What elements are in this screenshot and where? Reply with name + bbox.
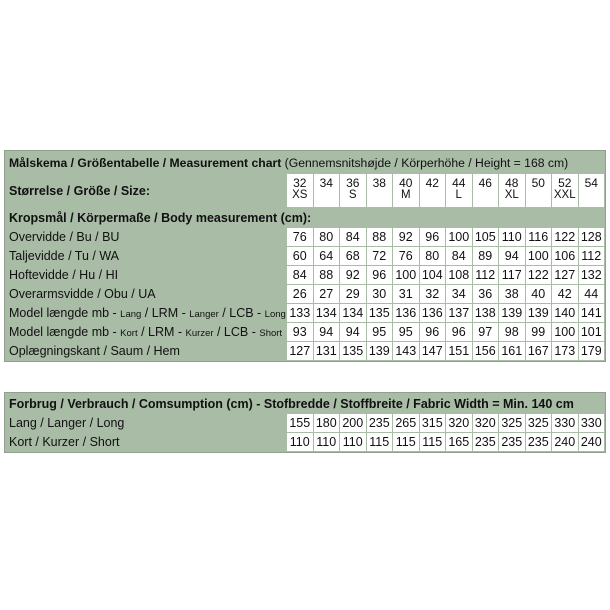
- row-label: Taljevidde / Tu / WA: [6, 247, 286, 265]
- value-cell: 135: [367, 304, 393, 322]
- measurement-row: [6, 342, 604, 360]
- value-cell: 99: [526, 323, 552, 341]
- body-measurement-heading-row: [6, 208, 604, 227]
- size-cell: [367, 174, 393, 207]
- measurement-row: [6, 285, 604, 303]
- row-label-part: Model længde mb -: [9, 325, 121, 339]
- consumption-title-row: [6, 394, 604, 413]
- value-cell: 88: [367, 228, 393, 246]
- size-cell: [393, 174, 419, 207]
- value-cell: 235: [499, 433, 525, 451]
- value-cell: 132: [579, 266, 605, 284]
- value-cell: 94: [314, 323, 340, 341]
- value-cell: 105: [473, 228, 499, 246]
- size-number: 40: [399, 176, 413, 190]
- value-cell: 139: [367, 342, 393, 360]
- row-label: [6, 304, 286, 322]
- row-label-part: Kort: [120, 328, 138, 339]
- value-cell: 108: [446, 266, 472, 284]
- value-cell: 97: [473, 323, 499, 341]
- value-cell: 136: [393, 304, 419, 322]
- row-label-part: Kurzer: [185, 328, 214, 339]
- value-cell: 127: [287, 342, 313, 360]
- chart-title-row: [6, 152, 604, 173]
- value-cell: 128: [579, 228, 605, 246]
- row-label: Overvidde / Bu / BU: [6, 228, 286, 246]
- size-letter: XXL: [553, 189, 576, 201]
- value-cell: 104: [420, 266, 446, 284]
- value-cell: 76: [393, 247, 419, 265]
- consumption-table: [5, 393, 605, 452]
- value-cell: 64: [314, 247, 340, 265]
- size-cell: [526, 174, 552, 207]
- value-cell: 42: [552, 285, 578, 303]
- row-label-part: / LCB -: [218, 306, 265, 320]
- value-cell: 127: [552, 266, 578, 284]
- value-cell: 80: [314, 228, 340, 246]
- size-label: Størrelse / Größe / Size:: [6, 174, 286, 207]
- value-cell: 167: [526, 342, 552, 360]
- value-cell: 112: [579, 247, 605, 265]
- chart-title-height: (Gennemsnitshøjde / Körperhöhe / Height = 168 cm): [281, 155, 569, 170]
- value-cell: 320: [446, 414, 472, 432]
- value-cell: 139: [526, 304, 552, 322]
- value-cell: 320: [473, 414, 499, 432]
- value-cell: 135: [340, 342, 366, 360]
- size-number: 32: [293, 176, 307, 190]
- size-number: 54: [584, 176, 598, 190]
- value-cell: 200: [340, 414, 366, 432]
- value-cell: 143: [393, 342, 419, 360]
- value-cell: 112: [473, 266, 499, 284]
- value-cell: 115: [420, 433, 446, 451]
- size-letter: S: [348, 189, 357, 201]
- row-label-part: Langer: [189, 309, 219, 320]
- value-cell: 84: [340, 228, 366, 246]
- value-cell: 30: [367, 285, 393, 303]
- row-label: Oplægningskant / Saum / Hem: [6, 342, 286, 360]
- value-cell: 101: [579, 323, 605, 341]
- value-cell: 325: [499, 414, 525, 432]
- row-label: Hoftevidde / Hu / HI: [6, 266, 286, 284]
- value-cell: 38: [499, 285, 525, 303]
- value-cell: 72: [367, 247, 393, 265]
- value-cell: 95: [367, 323, 393, 341]
- value-cell: 133: [287, 304, 313, 322]
- value-cell: 93: [287, 323, 313, 341]
- value-cell: 100: [446, 228, 472, 246]
- body-measurement-heading: Kropsmål / Körpermaße / Body measurement (cm):: [6, 208, 604, 227]
- value-cell: 92: [393, 228, 419, 246]
- value-cell: 151: [446, 342, 472, 360]
- value-cell: 134: [314, 304, 340, 322]
- chart-title: [6, 152, 604, 173]
- value-cell: 76: [287, 228, 313, 246]
- value-cell: 235: [367, 414, 393, 432]
- size-cell: [314, 174, 340, 207]
- size-number: 44: [452, 176, 466, 190]
- size-letter: XL: [504, 189, 519, 201]
- size-cell: [499, 174, 525, 207]
- value-cell: 122: [526, 266, 552, 284]
- size-letter: L: [455, 189, 462, 201]
- size-number: 46: [478, 176, 492, 190]
- value-cell: 60: [287, 247, 313, 265]
- value-cell: 115: [367, 433, 393, 451]
- value-cell: 116: [526, 228, 552, 246]
- measurement-row: [6, 414, 604, 432]
- measurement-row: [6, 266, 604, 284]
- value-cell: 26: [287, 285, 313, 303]
- size-letter: XS: [292, 189, 308, 201]
- value-cell: 84: [446, 247, 472, 265]
- size-number: 34: [319, 176, 333, 190]
- value-cell: 117: [499, 266, 525, 284]
- value-cell: 110: [340, 433, 366, 451]
- value-cell: 40: [526, 285, 552, 303]
- row-label-part: / LRM -: [137, 325, 186, 339]
- size-cell: [473, 174, 499, 207]
- value-cell: 173: [552, 342, 578, 360]
- value-cell: 147: [420, 342, 446, 360]
- value-cell: 115: [393, 433, 419, 451]
- value-cell: 89: [473, 247, 499, 265]
- size-cell: [552, 174, 578, 207]
- size-cell: [446, 174, 472, 207]
- value-cell: 106: [552, 247, 578, 265]
- row-label-part: Model længde mb -: [9, 306, 121, 320]
- value-cell: 136: [420, 304, 446, 322]
- value-cell: 325: [526, 414, 552, 432]
- value-cell: 240: [552, 433, 578, 451]
- value-cell: 27: [314, 285, 340, 303]
- value-cell: 131: [314, 342, 340, 360]
- value-cell: 44: [579, 285, 605, 303]
- value-cell: 140: [552, 304, 578, 322]
- value-cell: 94: [499, 247, 525, 265]
- value-cell: 92: [340, 266, 366, 284]
- value-cell: 95: [393, 323, 419, 341]
- value-cell: 68: [340, 247, 366, 265]
- size-number: 48: [505, 176, 519, 190]
- measurement-chart: [4, 150, 606, 362]
- value-cell: 155: [287, 414, 313, 432]
- value-cell: 110: [499, 228, 525, 246]
- value-cell: 32: [420, 285, 446, 303]
- value-cell: 96: [367, 266, 393, 284]
- value-cell: 156: [473, 342, 499, 360]
- value-cell: 122: [552, 228, 578, 246]
- value-cell: 88: [314, 266, 340, 284]
- size-cell: [287, 174, 313, 207]
- value-cell: 100: [552, 323, 578, 341]
- size-number: 52: [558, 176, 572, 190]
- measurement-row: [6, 247, 604, 265]
- value-cell: 98: [499, 323, 525, 341]
- value-cell: 36: [473, 285, 499, 303]
- value-cell: 138: [473, 304, 499, 322]
- row-label-part: Lang: [120, 309, 142, 320]
- value-cell: 110: [314, 433, 340, 451]
- value-cell: 179: [579, 342, 605, 360]
- value-cell: 96: [420, 228, 446, 246]
- row-label: Overarmsvidde / Obu / UA: [6, 285, 286, 303]
- row-label-part: / LRM -: [141, 306, 190, 320]
- consumption-title: Forbrug / Verbrauch / Comsumption (cm) - Stofbredde / Stoffbreite / Fabric Width = Min. 140 cm: [6, 394, 604, 413]
- size-number: 42: [425, 176, 439, 190]
- value-cell: 84: [287, 266, 313, 284]
- row-label-part: Short: [259, 328, 283, 339]
- value-cell: 29: [340, 285, 366, 303]
- size-number: 36: [346, 176, 360, 190]
- measurement-row: [6, 433, 604, 451]
- value-cell: 96: [420, 323, 446, 341]
- value-cell: 330: [552, 414, 578, 432]
- value-cell: 315: [420, 414, 446, 432]
- size-cell: [420, 174, 446, 207]
- value-cell: 180: [314, 414, 340, 432]
- row-label: [6, 323, 286, 341]
- value-cell: 100: [526, 247, 552, 265]
- value-cell: 141: [579, 304, 605, 322]
- value-cell: 100: [393, 266, 419, 284]
- measurement-row: [6, 304, 604, 322]
- measurement-table: [5, 151, 605, 361]
- row-label: Kort / Kurzer / Short: [6, 433, 286, 451]
- value-cell: 240: [579, 433, 605, 451]
- value-cell: 139: [499, 304, 525, 322]
- value-cell: 96: [446, 323, 472, 341]
- row-label: Lang / Langer / Long: [6, 414, 286, 432]
- value-cell: 330: [579, 414, 605, 432]
- size-number: 50: [531, 176, 545, 190]
- value-cell: 31: [393, 285, 419, 303]
- value-cell: 110: [287, 433, 313, 451]
- value-cell: 94: [340, 323, 366, 341]
- row-label-part: Long: [264, 309, 286, 320]
- chart-title-bold: Målskema / Größentabelle / Measurement chart: [9, 155, 282, 170]
- value-cell: 137: [446, 304, 472, 322]
- value-cell: 34: [446, 285, 472, 303]
- measurement-row: [6, 228, 604, 246]
- row-label-part: / LCB -: [213, 325, 260, 339]
- value-cell: 165: [446, 433, 472, 451]
- value-cell: 80: [420, 247, 446, 265]
- value-cell: 235: [526, 433, 552, 451]
- value-cell: 235: [473, 433, 499, 451]
- measurement-row: [6, 323, 604, 341]
- size-cell: [579, 174, 605, 207]
- size-cell: [340, 174, 366, 207]
- size-letter: M: [400, 189, 411, 201]
- consumption-chart: [4, 392, 606, 453]
- size-row: [6, 174, 604, 207]
- value-cell: 161: [499, 342, 525, 360]
- value-cell: 134: [340, 304, 366, 322]
- value-cell: 265: [393, 414, 419, 432]
- size-number: 38: [372, 176, 386, 190]
